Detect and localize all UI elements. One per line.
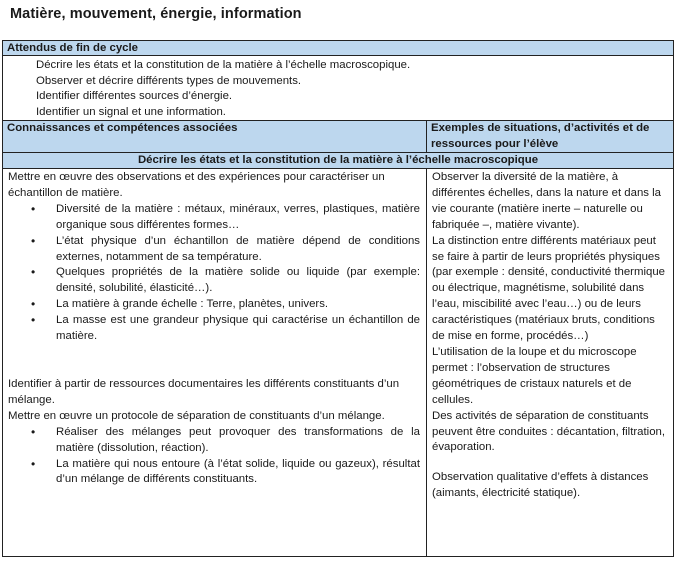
spacer [432, 456, 667, 470]
example-paragraph: Observation qualitative d’effets à distances (aimants, électricité statique). [432, 471, 649, 500]
knowledge-intro: Mettre en œuvre un protocole de séparation de constituants d’un mélange. [8, 409, 385, 422]
attendus-header: Attendus de fin de cycle [3, 41, 674, 56]
knowledge-bullet: • Diversité de la matière : métaux, minéraux, verres, plastiques, matière organique sous différentes formes… [56, 202, 420, 234]
curriculum-table [2, 40, 674, 557]
attendus-item: Décrire les états et la constitution de la matière à l’échelle macroscopique. [36, 59, 411, 71]
attendus-item: Identifier différentes sources d’énergie. [36, 90, 233, 102]
knowledge-bullet: • La matière qui nous entoure (à l’état solide, liquide ou gazeux), résultat d’un mélange de différents constituants. [56, 457, 420, 489]
examples-cell [427, 169, 674, 557]
spacer [8, 345, 420, 377]
example-paragraph: Observer la diversité de la matière, à différentes échelles, dans la nature et dans la vie courante (matière inerte – naturelle ou fabriquée –, matière vivante). [432, 171, 662, 231]
knowledge-bullet: • La matière à grande échelle : Terre, planètes, univers. [56, 297, 420, 313]
knowledge-intro: Identifier à partir de ressources documentaires les différents constituants d’un mélange. [8, 377, 400, 406]
knowledge-bullet: • L’état physique d’un échantillon de matière dépend de conditions externes, notamment de sa température. [56, 234, 420, 266]
column-header-examples: Exemples de situations, d’activités et de ressources pour l’élève [427, 121, 674, 153]
knowledge-bullet-list [8, 202, 420, 345]
column-header-knowledge: Connaissances et compétences associées [3, 121, 427, 153]
attendus-list [3, 56, 674, 121]
knowledge-bullet: • La masse est une grandeur physique qui caractérise un échantillon de matière. [56, 313, 420, 345]
knowledge-bullet: • Quelques propriétés de la matière solide ou liquide (par exemple: densité, solubilité, élasticité…). [56, 265, 420, 297]
attendus-item: Observer et décrire différents types de mouvements. [36, 74, 302, 87]
section-content-row [3, 169, 674, 557]
attendus-row [3, 56, 674, 121]
example-paragraph: La distinction entre différents matériaux peut se faire à partir de leurs propriétés physiques (par exemple : densité, conductivité thermique ou électrique, magnétisme, solubilité dans l’eau, miscibilité avec l’eau…) ou de leurs caractéristiques (matériaux bruts, conditions de mise en forme, procédés…) [432, 234, 665, 343]
column-header-row [3, 121, 674, 153]
example-paragraph: Des activités de séparation de constituants peuvent être conduites : décantation, filtration, évaporation. [432, 409, 666, 454]
section-header-row [3, 153, 674, 169]
knowledge-bullet-list [8, 425, 420, 489]
knowledge-intro: Mettre en œuvre des observations et des expériences pour caractériser un échantillon de matière. [8, 171, 385, 199]
section-header: Décrire les états et la constitution de la matière à l’échelle macroscopique [3, 153, 674, 169]
attendus-header-row [3, 41, 674, 56]
knowledge-bullet: • Réaliser des mélanges peut provoquer des transformations de la matière (dissolution, réaction). [56, 425, 420, 457]
example-paragraph: L’utilisation de la loupe et du microscope permet : l’observation de structures géométriques de cristaux naturels et de cellules. [432, 345, 637, 406]
attendus-item: Identifier un signal et une information. [36, 105, 226, 118]
knowledge-cell [3, 169, 427, 557]
page-title: Matière, mouvement, énergie, information [10, 6, 302, 22]
